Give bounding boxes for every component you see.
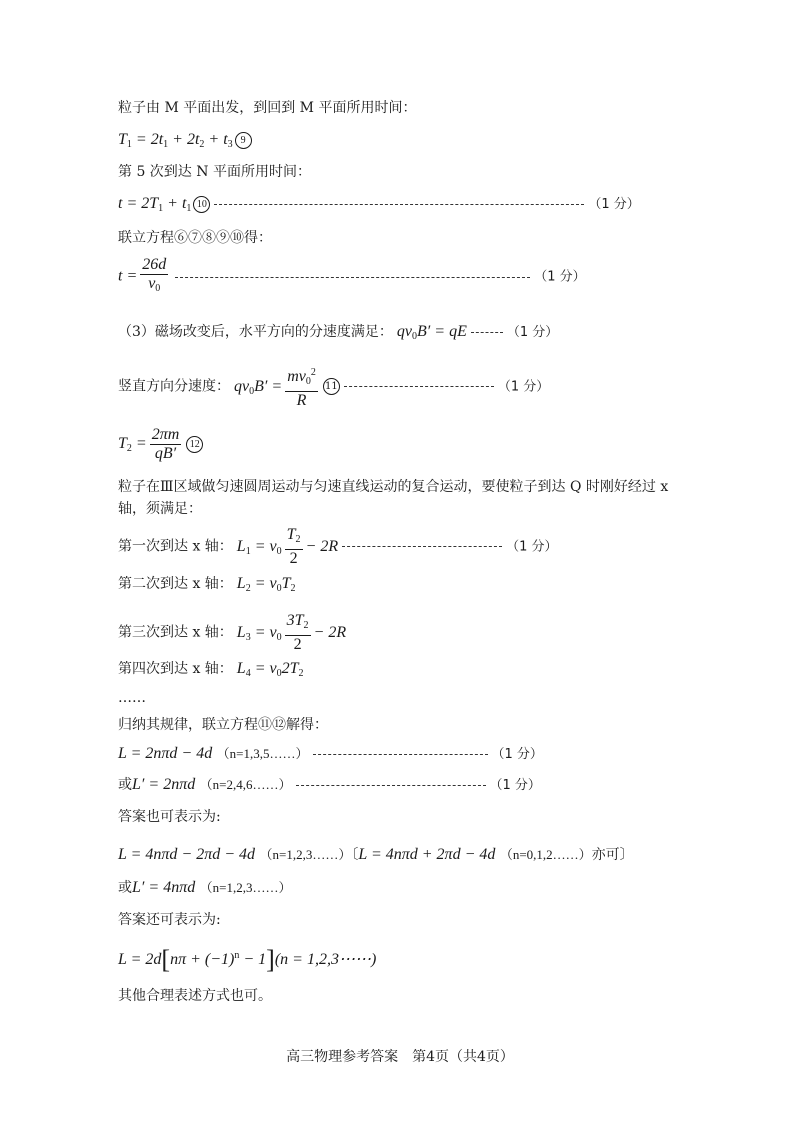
text-line: 第 5 次到达 N 平面所用时间： bbox=[118, 164, 311, 180]
equation-t2: $T_2$ = $\frac{2\pi m}{qB'}$ 12 bbox=[118, 426, 203, 463]
score-label: （1 分） bbox=[497, 379, 550, 395]
equation-answer-odd: L = 2nπd − 4d （n=1,3,5……） （1 分） bbox=[118, 745, 543, 762]
text-line: 第四次到达 x 轴： $L_4 = v_02T_2$ bbox=[118, 660, 304, 679]
text-line: 第一次到达 x 轴： $L_1 = v_0$ $\frac{T_2}{2}$ − 2R （1 分） bbox=[118, 526, 558, 567]
text-line: （3）磁场改变后，水平方向的分速度满足： $qv_0B'$ = qE （1 分） bbox=[118, 323, 559, 342]
text-line: 答案也可表示为: bbox=[118, 809, 221, 825]
score-label: （1 分） bbox=[489, 778, 541, 793]
text-line: 其他合理表述方式也可。 bbox=[118, 988, 272, 1004]
equation-alt-2: 或L′ = 4nπd （n=1,2,3……） bbox=[118, 879, 292, 896]
page-footer: 高三物理参考答案 第4页（共4页） bbox=[286, 1049, 514, 1065]
text-line: 第三次到达 x 轴： $L_3 = v_0$ $\frac{3T_2}{2}$ − 2R bbox=[118, 612, 347, 653]
text-line: …… bbox=[118, 690, 146, 706]
score-label: （1 分） bbox=[588, 197, 640, 212]
eq-marker-9: 9 bbox=[235, 132, 252, 149]
equation-t: $t = 2T_1 + t_1$ 10 （1 分） bbox=[118, 195, 640, 214]
text-line: 粒子在Ⅲ区域做匀速圆周运动与匀速直线运动的复合运动，要使粒子到达 Q 时刚好经过 x bbox=[118, 479, 669, 495]
equation-alt-1: L = 4nπd − 2πd − 4d （n=1,2,3……）〔L = 4nπd + 2πd − 4d （n=0,1,2……）亦可〕 bbox=[118, 846, 634, 863]
equation-t1: $T_1 = 2t_1 + 2t_2 + t_3$ 9 bbox=[118, 130, 252, 155]
score-label: （1 分） bbox=[534, 269, 586, 285]
eq-marker-11: 11 bbox=[323, 378, 340, 395]
score-label: （1 分） bbox=[506, 325, 559, 340]
text-line: 答案还可表示为: bbox=[118, 912, 221, 928]
score-label: （1 分） bbox=[491, 747, 543, 762]
text-line: 联立方程⑥⑦⑧⑨⑩得： bbox=[118, 230, 272, 246]
text-line: 粒子由 M 平面出发，到回到 M 平面所用时间： bbox=[118, 100, 417, 116]
eq-marker-12: 12 bbox=[186, 436, 203, 453]
equation-alt-3: $L = 2d[n\pi + (-1)^n - 1](n$ = 1,2,3⋯⋯) bbox=[118, 945, 377, 974]
eq-marker-10: 10 bbox=[193, 196, 210, 213]
text-line: 竖直方向分速度： $qv_0B'$ = $\frac{mv_0^2}{R}$ 11 （1 分） bbox=[118, 364, 549, 410]
equation-t-result: t = $\frac{26d}{v_0}$ （1 分） bbox=[118, 256, 586, 294]
text-line: 第二次到达 x 轴： $L_2 = v_0T_2$ bbox=[118, 575, 296, 594]
score-label: （1 分） bbox=[506, 539, 558, 555]
equation-answer-even: 或L′ = 2nπd （n=2,4,6……） （1 分） bbox=[118, 776, 541, 793]
text-line: 归纳其规律，联立方程⑪⑫解得： bbox=[118, 717, 328, 733]
text-line: 轴，须满足： bbox=[118, 501, 202, 517]
